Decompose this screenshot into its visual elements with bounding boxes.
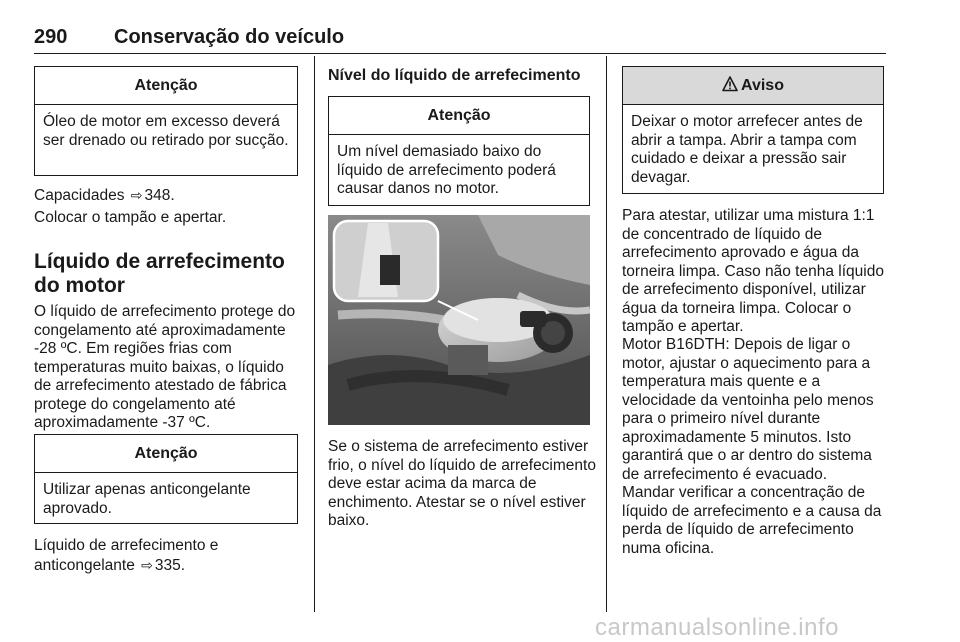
engine-b16dth-text: Motor B16DTH: Depois de ligar o motor, ajustar o aquecimento para a temperatura mais quente e a velocidade da ventoinha pelo menos para o primeiro nível durante aproximadamente 5 minutos. Isto garantirá que o ar dentro do sistema de arrefecimento é evacuado. bbox=[622, 336, 874, 483]
warning-box bbox=[622, 66, 884, 194]
capacities-text: Capacidades bbox=[34, 187, 125, 204]
antifreeze-text: Líquido de arrefecimento e anticongelante bbox=[34, 537, 219, 574]
watermark-text: carmanualsonline.info bbox=[595, 614, 839, 641]
warning-box-header bbox=[623, 67, 883, 105]
antifreeze-page-ref[interactable]: 335. bbox=[154, 556, 186, 574]
antifreeze-line bbox=[34, 537, 298, 575]
column-divider-2 bbox=[606, 56, 607, 612]
attention-box-oil bbox=[34, 66, 298, 176]
column-divider-1 bbox=[314, 56, 315, 612]
page-number: 290 bbox=[34, 26, 68, 48]
attention-box-title: Atenção bbox=[35, 67, 297, 105]
capacities-line bbox=[34, 186, 298, 206]
attention-box-title: Atenção bbox=[329, 97, 589, 135]
attention-box-body: Um nível demasiado baixo do líquido de arrefecimento poderá causar danos no motor. bbox=[337, 143, 556, 197]
capacities-page-ref[interactable]: 348. bbox=[144, 187, 175, 204]
attention-box-body: Utilizar apenas anticongelante aprovado. bbox=[43, 481, 251, 517]
warning-triangle-icon bbox=[722, 76, 738, 92]
cold-system-text: Se o sistema de arrefecimento estiver frio, o nível do líquido de arrefecimento deve estar acima da marca de enchimento. Atestar se o nível estiver baixo. bbox=[328, 438, 596, 529]
cap-tip-text: Colocar o tampão e apertar. bbox=[34, 209, 227, 226]
warning-box-body: Deixar o motor arrefecer antes de abrir a tampa. Abrir a tampa com cuidado e deixar a pressão sair devagar. bbox=[631, 113, 863, 186]
attention-box-title: Atenção bbox=[35, 435, 297, 473]
coolant-level-heading: Nível do líquido de arrefecimento bbox=[328, 67, 581, 84]
reference-arrow-icon: ⇨ bbox=[130, 187, 143, 203]
engine-bay-photo bbox=[328, 215, 590, 425]
workshop-text: Mandar verificar a concentração de líquido de arrefecimento e a causa da perda de líquido de arrefecimento numa oficina. bbox=[622, 484, 882, 557]
attention-box-body: Óleo de motor em excesso deverá ser drenado ou retirado por sucção. bbox=[43, 113, 289, 149]
reference-arrow-icon: ⇨ bbox=[141, 556, 153, 573]
engine-bay-illustration bbox=[328, 215, 590, 425]
page-header bbox=[34, 26, 886, 54]
coolant-intro-text: O líquido de arrefecimento protege do congelamento até aproximadamente -28 ºC. Em regiões frias com temperaturas muito baixas, o líquido de arrefecimento atestado de fábrica protege do congelamento até aproximadamente -37 ºC. bbox=[34, 303, 296, 431]
coolant-heading: Líquido de arrefecimento do motor bbox=[34, 250, 285, 297]
topup-text: Para atestar, utilizar uma mistura 1:1 de concentrado de líquido de arrefecimento aprovado e água da torneira limpa. Caso não tenha líquido de arrefecimento disponível, utilizar água da torneira limpa. Colocar o tampão e apertar. bbox=[622, 207, 884, 335]
chapter-title: Conservação do veículo bbox=[114, 26, 345, 48]
attention-box-antifreeze bbox=[34, 434, 298, 524]
attention-box-level bbox=[328, 96, 590, 206]
warning-box-title: Aviso bbox=[741, 77, 784, 94]
